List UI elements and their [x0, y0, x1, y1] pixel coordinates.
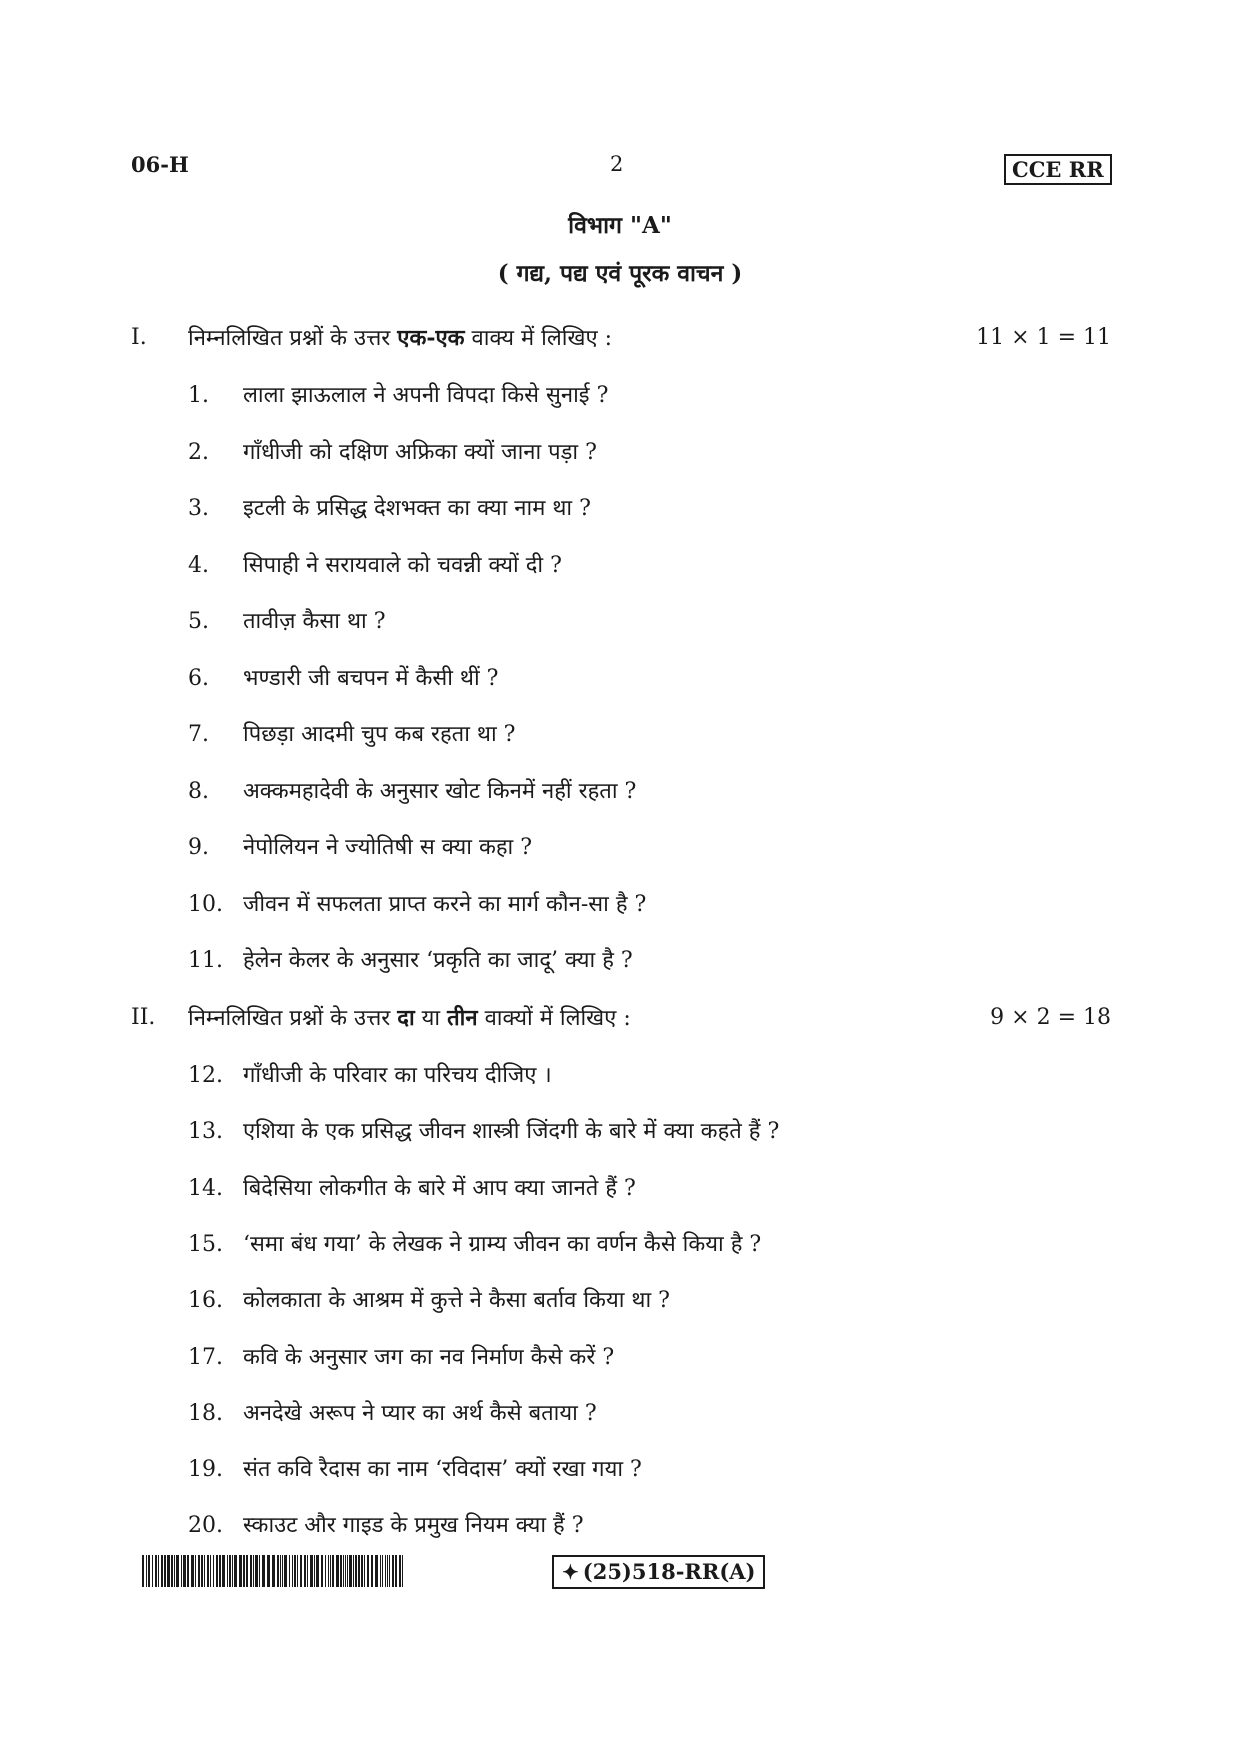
question-number: 8.: [188, 778, 209, 804]
series-badge: CCE RR: [1004, 154, 1112, 185]
question-item: [188, 380, 1088, 412]
question-item: [188, 1060, 1088, 1092]
question-number: 6.: [188, 665, 209, 691]
question-number: 19.: [188, 1457, 223, 1483]
question-number: 14.: [188, 1175, 223, 1201]
question-number: 11.: [188, 948, 223, 973]
instr-text: वाक्यों में लिखिए :: [477, 1006, 631, 1031]
question-item: [188, 493, 1088, 525]
question-text: स्काउट और गाइड के प्रमुख नियम क्या हैं ?: [243, 1513, 584, 1539]
question-text: गाँधीजी को दक्षिण अफ्रिका क्यों जाना पड़ा ?: [243, 439, 597, 465]
part-2-heading: [131, 1002, 1111, 1034]
question-item: [188, 1285, 1088, 1317]
question-item: [188, 1510, 1088, 1542]
instr-text: निम्नलिखित प्रश्नों के उत्तर: [188, 326, 398, 351]
question-number: 1.: [188, 383, 209, 408]
question-item: [188, 550, 1088, 582]
question-number: 16.: [188, 1288, 223, 1314]
question-text: लाला झाऊलाल ने अपनी विपदा किसे सुनाई ?: [243, 383, 609, 408]
part-1-heading: [131, 322, 1111, 354]
question-item: [188, 606, 1088, 638]
question-number: 7.: [188, 722, 209, 747]
question-item: [188, 1173, 1088, 1205]
part-1-roman: I.: [131, 325, 147, 350]
question-text: नेपोलियन ने ज्योतिषी स क्या कहा ?: [243, 835, 533, 860]
paper-code-box: [552, 1555, 765, 1589]
part-1-marks: 11 × 1 = 11: [976, 325, 1111, 350]
question-text: संत कवि रैदास का नाम ‘रविदास’ क्यों रखा गया ?: [243, 1457, 642, 1483]
question-number: 20.: [188, 1513, 223, 1539]
question-number: 17.: [188, 1344, 223, 1370]
question-number: 5.: [188, 609, 209, 634]
question-text: गाँधीजी के परिवार का परिचय दीजिए ।: [243, 1063, 552, 1088]
question-text: भण्डारी जी बचपन में कैसी थीं ?: [243, 665, 499, 691]
instr-emphasis: दा: [397, 1005, 415, 1031]
question-item: [188, 1116, 1088, 1148]
section-title: विभाग "A": [568, 212, 672, 239]
question-number: 9.: [188, 835, 209, 860]
question-number: 4.: [188, 552, 209, 578]
question-item: [188, 1398, 1088, 1430]
question-text: अनदेखे अरूप ने प्यार का अर्थ कैसे बताया ?: [243, 1400, 597, 1426]
question-text: सिपाही ने सरायवाले को चवन्नी क्यों दी ?: [243, 552, 562, 578]
question-item: [188, 437, 1088, 469]
question-number: 3.: [188, 496, 209, 521]
question-number: 18.: [188, 1400, 223, 1426]
question-item: [188, 1229, 1088, 1261]
instr-emphasis: एक-एक: [397, 325, 465, 351]
instr-text: या: [414, 1006, 448, 1031]
question-item: [188, 663, 1088, 695]
part-2-roman: II.: [131, 1005, 156, 1030]
question-text: कवि के अनुसार जग का नव निर्माण कैसे करें ?: [243, 1344, 615, 1370]
question-item: [188, 1342, 1088, 1374]
question-number: 12.: [188, 1063, 223, 1088]
instr-emphasis: तीन: [447, 1005, 478, 1031]
question-number: 10.: [188, 891, 223, 917]
instr-text: निम्नलिखित प्रश्नों के उत्तर: [188, 1006, 398, 1031]
question-number: 13.: [188, 1119, 223, 1145]
question-text: अक्कमहादेवी के अनुसार खोट किनमें नहीं रहता ?: [243, 778, 637, 804]
question-item: [188, 776, 1088, 808]
question-number: 15.: [188, 1231, 223, 1257]
instr-text: वाक्य में लिखिए :: [464, 326, 613, 351]
question-text: पिछड़ा आदमी चुप कब रहता था ?: [243, 722, 516, 747]
page-number: 2: [610, 152, 624, 176]
part-2-instruction: [188, 1002, 631, 1035]
question-item: [188, 719, 1088, 751]
question-item: [188, 945, 1088, 977]
question-text: ‘समा बंध गया’ के लेखक ने ग्राम्य जीवन का वर्णन कैसे किया है ?: [243, 1231, 762, 1257]
question-text: हेलेन केलर के अनुसार ‘प्रकृति का जादू’ क्या है ?: [243, 948, 633, 973]
star-icon: ✦: [562, 1560, 579, 1584]
question-text: जीवन में सफलता प्राप्त करने का मार्ग कौन-सा है ?: [243, 891, 647, 917]
question-number: 2.: [188, 439, 209, 465]
paper-code: (25)518-RR(A): [582, 1559, 756, 1584]
question-text: बिदेसिया लोकगीत के बारे में आप क्या जानते हैं ?: [243, 1175, 636, 1201]
part-2-marks: 9 × 2 = 18: [990, 1005, 1111, 1030]
question-text: तावीज़ कैसा था ?: [243, 609, 386, 634]
part-1-instruction: [188, 322, 612, 355]
subject-code: 06-H: [131, 152, 189, 177]
section-subtitle: ( गद्य, पद्य एवं पूरक वाचन ): [497, 260, 743, 287]
question-text: इटली के प्रसिद्ध देशभक्त का क्या नाम था ?: [243, 496, 591, 521]
barcode: [142, 1555, 404, 1587]
question-item: [188, 832, 1088, 864]
question-text: कोलकाता के आश्रम में कुत्ते ने कैसा बर्ताव किया था ?: [243, 1288, 670, 1314]
question-item: [188, 1454, 1088, 1486]
question-item: [188, 889, 1088, 921]
question-text: एशिया के एक प्रसिद्ध जीवन शास्त्री जिंदगी के बारे में क्या कहते हैं ?: [243, 1119, 780, 1145]
